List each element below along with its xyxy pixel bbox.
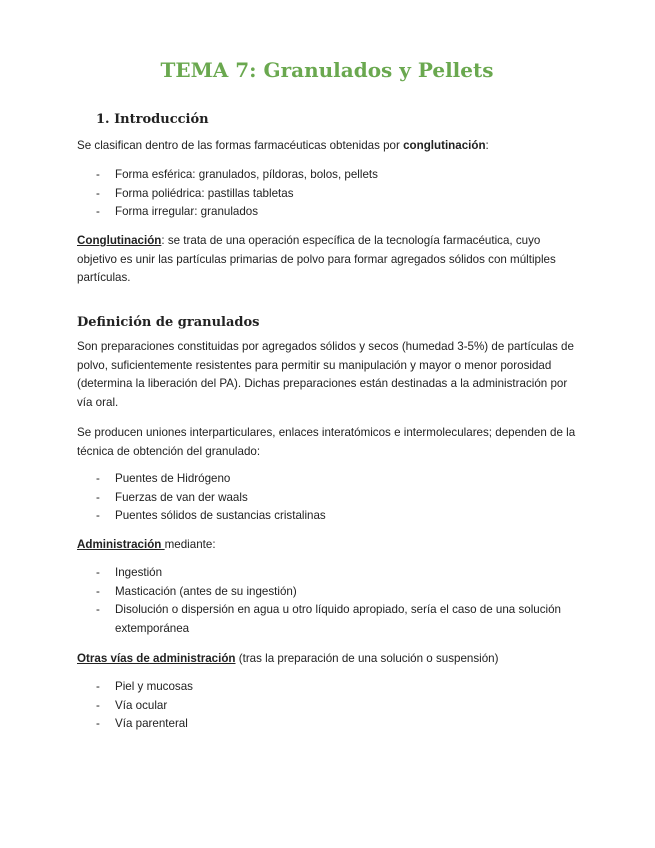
intro-paragraph xyxy=(77,137,577,156)
conglutination-text: : se trata de una operación específica de la tecnología farmacéutica, cuyo objetivo es unir las partículas primarias de polvo para formar agregados sólidos con múltiples partículas. xyxy=(77,234,556,285)
list-item: - Fuerzas de van der waals xyxy=(96,490,248,504)
intro-bold-term: conglutinación xyxy=(403,139,486,152)
conglutination-term: Conglutinación xyxy=(77,234,162,247)
definition-heading: Definición de granulados xyxy=(77,315,260,330)
list-item: - Piel y mucosas xyxy=(96,680,193,693)
definition-paragraph-2: Se producen uniones interparticulares, enlaces interatómicos e intermoleculares; dependen de la técnica de obtención del granulado: xyxy=(77,426,576,458)
list-item: - Vía ocular xyxy=(96,698,168,712)
page-title: TEMA 7: Granulados y Pellets xyxy=(160,58,494,82)
administration-term: Administración xyxy=(77,538,165,551)
administration-paragraph xyxy=(77,536,577,555)
list-item: - Ingestión xyxy=(96,566,163,579)
intro-text: Se clasifican dentro de las formas farmacéuticas obtenidas por xyxy=(77,139,404,152)
intro-heading: 1. Introducción xyxy=(96,112,209,127)
list-item: - Forma poliédrica: pastillas tabletas xyxy=(96,186,294,200)
other-routes-paragraph xyxy=(77,650,577,669)
shape-list xyxy=(77,166,577,222)
intro-text-end: : xyxy=(485,139,489,152)
conglutination-definition xyxy=(77,232,577,288)
list-item: - Masticación (antes de su ingestión) xyxy=(96,584,297,598)
list-item: - Vía parenteral xyxy=(96,717,188,731)
list-item: - Forma irregular: granulados xyxy=(96,205,259,219)
bonds-list xyxy=(77,470,577,526)
list-item: - Puentes sólidos de sustancias cristalinas xyxy=(96,509,326,523)
administration-list xyxy=(77,564,577,638)
other-routes-text: (tras la preparación de una solución o suspensión) xyxy=(235,652,499,665)
definition-paragraph-1: Son preparaciones constituidas por agregados sólidos y secos (humedad 3-5%) de partículas de polvo, suficientemente resistentes para permitir su manipulación y mayor o menor porosidad (determina la liberación del PA). Dichas preparaciones están destinadas a la administración por vía oral. xyxy=(77,340,574,409)
list-item: - Puentes de Hidrógeno xyxy=(96,472,231,485)
other-routes-list xyxy=(77,678,577,734)
list-item: - Disolución o dispersión en agua u otro líquido apropiado, sería el caso de una solución extemporánea xyxy=(96,603,562,635)
list-item: - Forma esférica: granulados, píldoras, bolos, pellets xyxy=(96,168,378,181)
administration-text: mediante: xyxy=(164,538,216,551)
other-routes-term: Otras vías de administración xyxy=(77,652,236,665)
